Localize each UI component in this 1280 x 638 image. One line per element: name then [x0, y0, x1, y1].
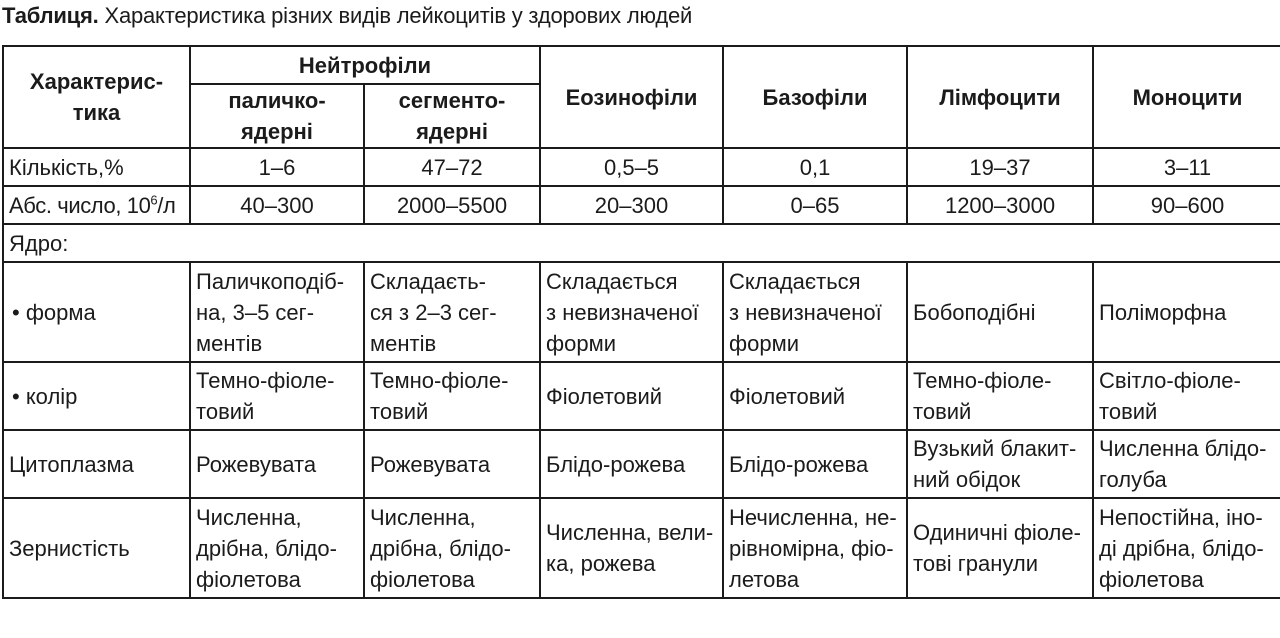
table-cell: Вузький блакит- ний обідок: [907, 430, 1093, 498]
absolute-label-exponent: 6: [150, 192, 158, 208]
table-cell: 0,5–5: [540, 148, 723, 186]
table-cell: Світло-фіоле- товий: [1093, 362, 1280, 430]
table-row-count: [3, 148, 1280, 186]
caption-text: Характеристика різних видів лейкоцитів у здорових людей: [104, 3, 693, 28]
row-label-shape: • форма: [3, 262, 190, 362]
header-segmented-neutrophils: сегменто- ядерні: [364, 84, 540, 148]
header-monocytes: Моноцити: [1093, 46, 1280, 148]
table-row-color: [3, 362, 1280, 430]
row-label-absolute: [3, 186, 190, 224]
table-cell: 1200–3000: [907, 186, 1093, 224]
table-cell: Фіолетовий: [540, 362, 723, 430]
table-cell: Складається з невизначеної форми: [540, 262, 723, 362]
table-cell: 0,1: [723, 148, 907, 186]
table-row-cytoplasm: [3, 430, 1280, 498]
table-caption: [2, 0, 692, 32]
absolute-label-prefix: Абс. число, 10: [9, 192, 151, 218]
header-characteristic: Характерис- тика: [3, 46, 190, 148]
table-cell: Темно-фіоле- товий: [364, 362, 540, 430]
row-label-color: • колір: [3, 362, 190, 430]
header-row-1: [3, 46, 1280, 84]
header-basophils: Базофіли: [723, 46, 907, 148]
table-cell: Одиничні фіоле- тові гранули: [907, 498, 1093, 598]
table-cell: Бобоподібні: [907, 262, 1093, 362]
table-cell: Численна, дрібна, блідо- фіолетова: [190, 498, 364, 598]
table-row-granularity: [3, 498, 1280, 598]
table-cell: Нечисленна, не- рівномірна, фіо- летова: [723, 498, 907, 598]
table-cell: Складається з невизначеної форми: [723, 262, 907, 362]
table-cell: Поліморфна: [1093, 262, 1280, 362]
table-cell: Темно-фіоле- товий: [907, 362, 1093, 430]
row-label-nucleus: Ядро:: [3, 224, 1280, 262]
table-cell: 19–37: [907, 148, 1093, 186]
table-cell: Непостійна, іно- ді дрібна, блідо- фіолетова: [1093, 498, 1280, 598]
row-label-granularity: Зернистість: [3, 498, 190, 598]
table-row-shape: [3, 262, 1280, 362]
table-cell: Численна блідо- голуба: [1093, 430, 1280, 498]
table-cell: Паличкоподіб- на, 3–5 сег- ментів: [190, 262, 364, 362]
table-cell: 47–72: [364, 148, 540, 186]
table-row-absolute: [3, 186, 1280, 224]
table-cell: Рожевувата: [364, 430, 540, 498]
table-cell: 3–11: [1093, 148, 1280, 186]
table-cell: 1–6: [190, 148, 364, 186]
row-label-cytoplasm: Цитоплазма: [3, 430, 190, 498]
table-cell: 40–300: [190, 186, 364, 224]
table-cell: 20–300: [540, 186, 723, 224]
table-cell: 90–600: [1093, 186, 1280, 224]
table-row-nucleus: [3, 224, 1280, 262]
absolute-label-suffix: /л: [157, 192, 176, 218]
header-eosinophils: Еозинофіли: [540, 46, 723, 148]
table-cell: Численна, дрібна, блідо- фіолетова: [364, 498, 540, 598]
table-cell: Фіолетовий: [723, 362, 907, 430]
leukocyte-table: [2, 45, 1280, 599]
row-label-count: Кількість,%: [3, 148, 190, 186]
table-cell: 2000–5500: [364, 186, 540, 224]
header-band-neutrophils: паличко- ядерні: [190, 84, 364, 148]
table-cell: Рожевувата: [190, 430, 364, 498]
table-cell: Блідо-рожева: [723, 430, 907, 498]
table-cell: Блідо-рожева: [540, 430, 723, 498]
table-cell: Складаєть- ся з 2–3 сег- ментів: [364, 262, 540, 362]
header-lymphocytes: Лімфоцити: [907, 46, 1093, 148]
caption-label: Таблиця.: [2, 3, 99, 28]
table-cell: 0–65: [723, 186, 907, 224]
table-cell: Темно-фіоле- товий: [190, 362, 364, 430]
table-cell: Численна, вели- ка, рожева: [540, 498, 723, 598]
header-neutrophils: Нейтрофіли: [190, 46, 540, 84]
